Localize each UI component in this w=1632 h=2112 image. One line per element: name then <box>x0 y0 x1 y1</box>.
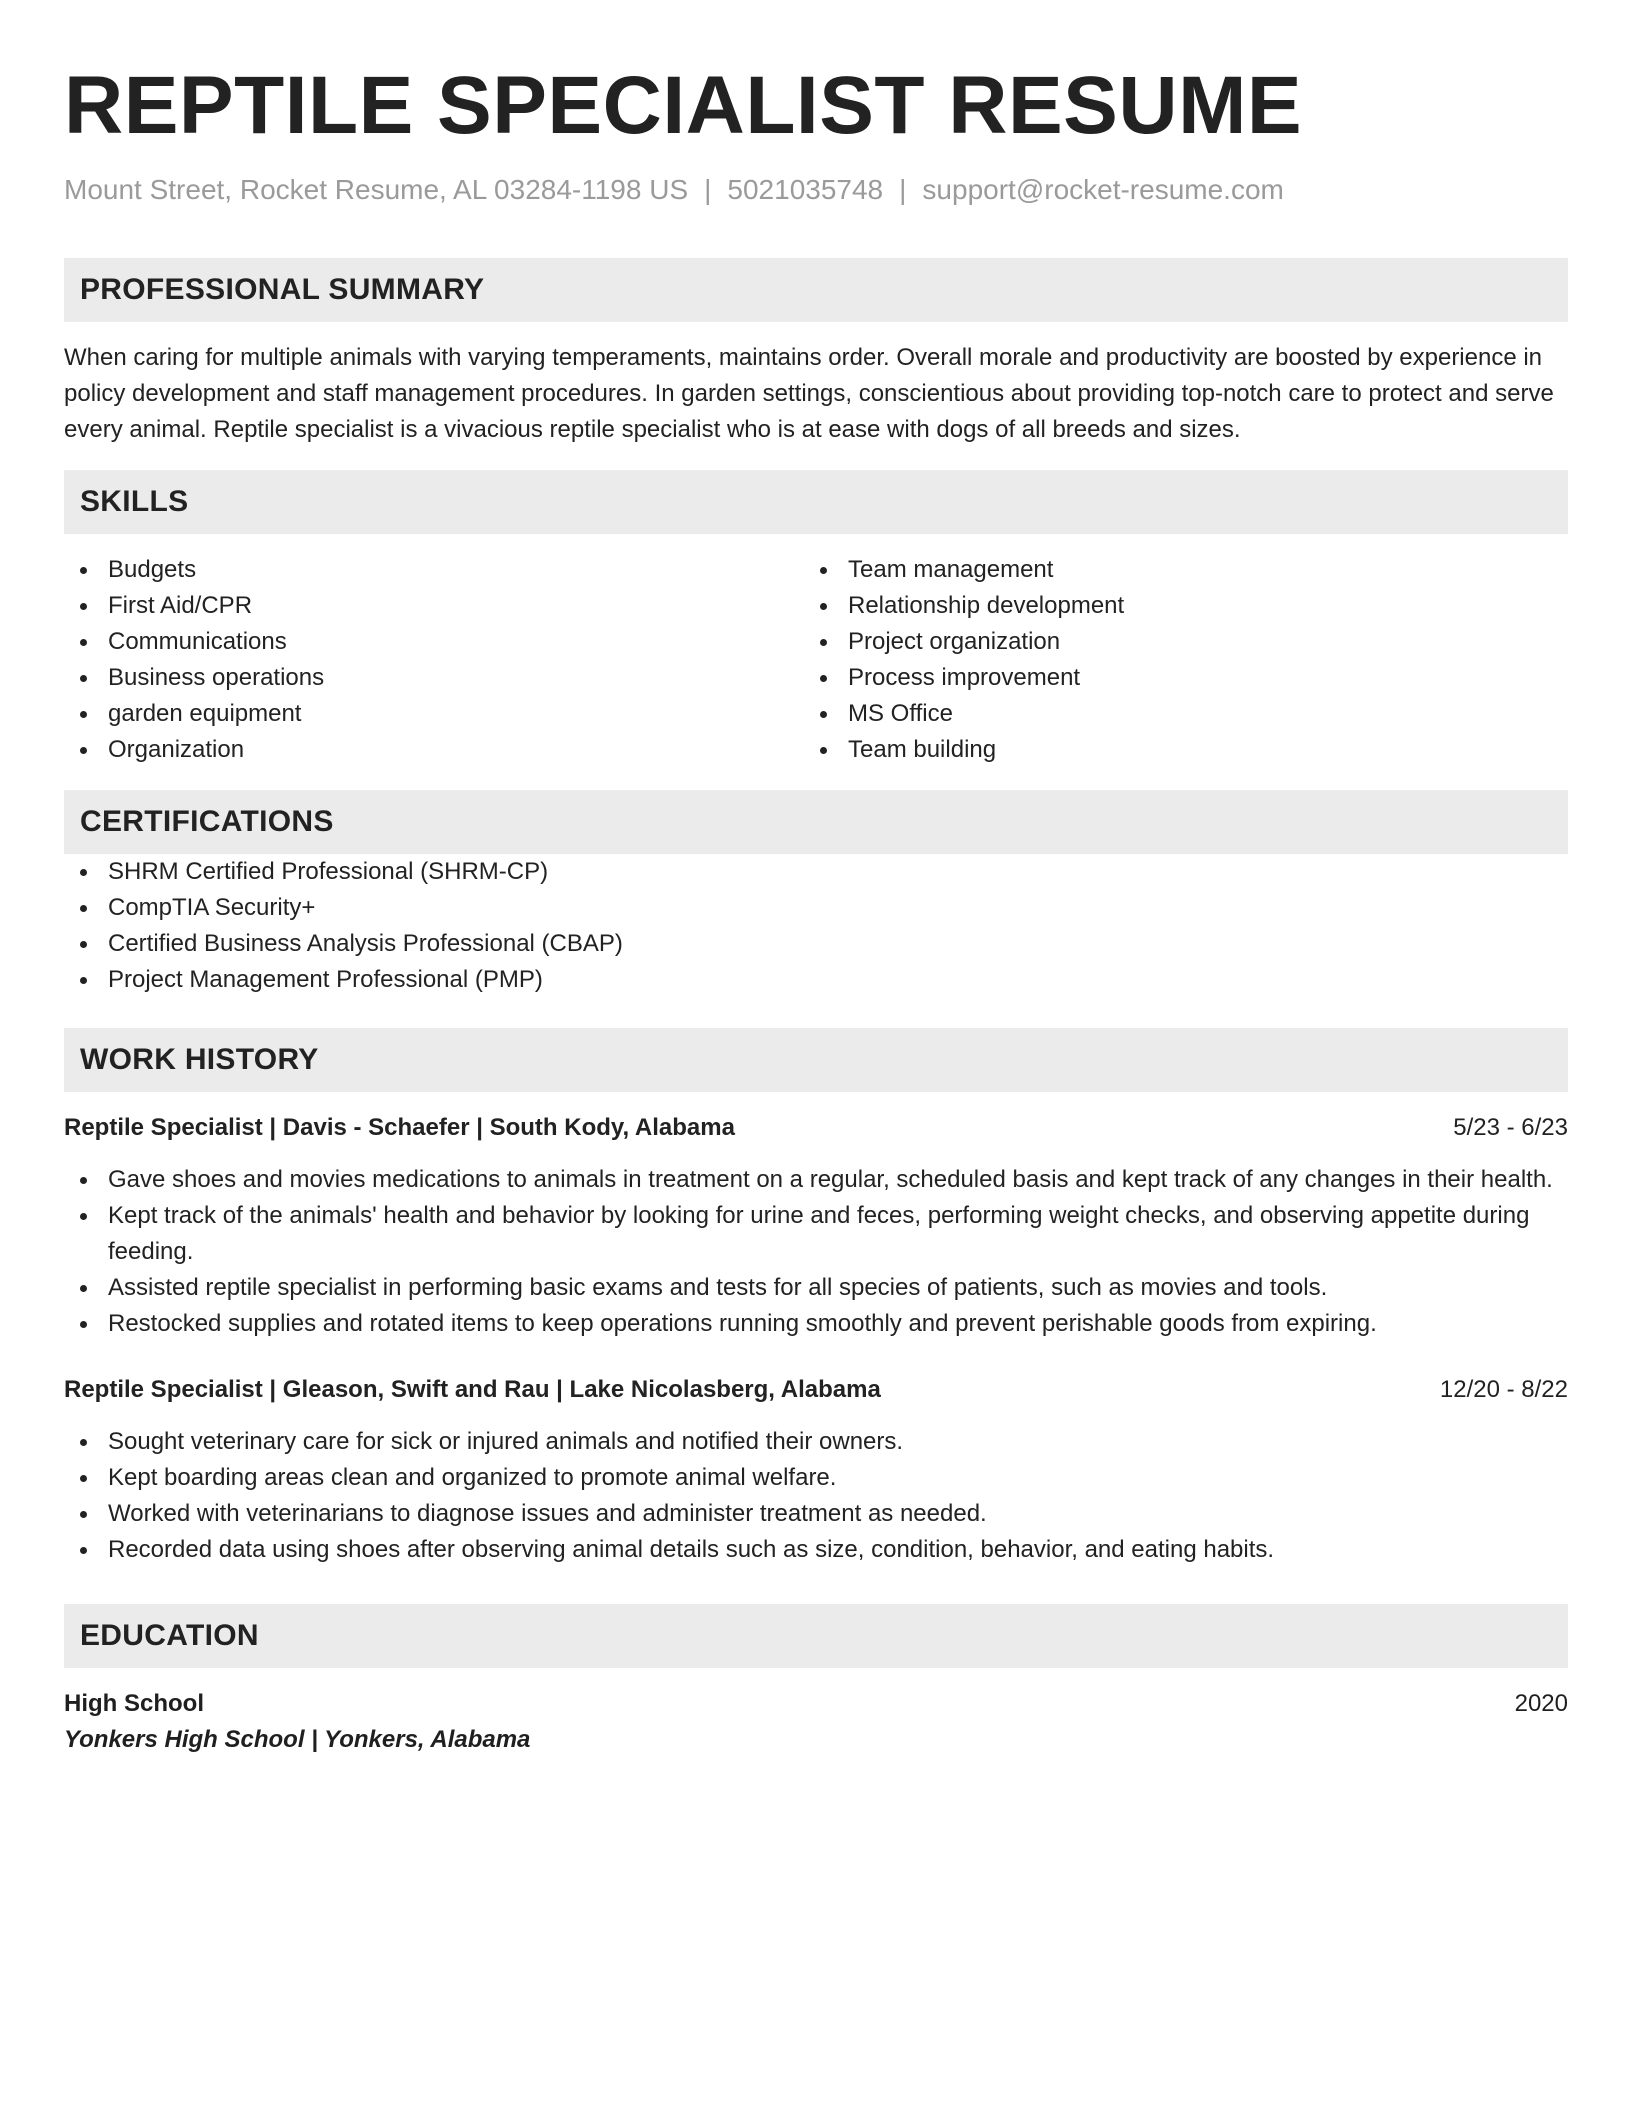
job-bullet: Gave shoes and movies medications to animals in treatment on a regular, scheduled basis and kept track of any changes in their health. <box>64 1162 1568 1198</box>
certifications-list <box>64 854 1568 998</box>
job-bullet: Recorded data using shoes after observing animal details such as size, condition, behavior, and eating habits. <box>64 1532 1568 1568</box>
job-bullet: Sought veterinary care for sick or injured animals and notified their owners. <box>64 1424 1568 1460</box>
job-header <box>64 1372 1568 1408</box>
contact-phone: 5021035748 <box>727 174 884 205</box>
contact-separator: | <box>704 174 712 205</box>
certifications-section <box>64 790 1568 998</box>
job-bullet: Worked with veterinarians to diagnose issues and administer treatment as needed. <box>64 1496 1568 1532</box>
skill-item: Project organization <box>804 624 1544 660</box>
summary-heading: PROFESSIONAL SUMMARY <box>64 258 1568 322</box>
skill-item: First Aid/CPR <box>64 588 804 624</box>
certifications-heading: CERTIFICATIONS <box>64 790 1568 854</box>
job-bullet: Kept boarding areas clean and organized to promote animal welfare. <box>64 1460 1568 1496</box>
skills-grid <box>64 552 1568 768</box>
skill-item: Relationship development <box>804 588 1544 624</box>
job-dates: 12/20 - 8/22 <box>1439 1376 1568 1403</box>
job-bullet: Assisted reptile specialist in performing basic exams and tests for all species of patients, such as movies and tools. <box>64 1270 1568 1306</box>
education-heading: EDUCATION <box>64 1604 1568 1668</box>
work-section <box>64 1028 1568 1568</box>
contact-email: support@rocket-resume.com <box>922 174 1284 205</box>
certification-item: Project Management Professional (PMP) <box>64 962 1568 998</box>
job-bullets <box>64 1162 1568 1342</box>
skill-item: garden equipment <box>64 696 804 732</box>
skill-item: Team management <box>804 552 1544 588</box>
job-header <box>64 1110 1568 1146</box>
job-bullets <box>64 1424 1568 1568</box>
skills-list-right <box>804 552 1544 768</box>
education-year: 2020 <box>1514 1690 1568 1717</box>
job-title: Reptile Specialist | Davis - Schaefer | South Kody, Alabama <box>64 1114 735 1141</box>
resume-title: REPTILE SPECIALIST RESUME <box>64 60 1303 151</box>
job-title: Reptile Specialist | Gleason, Swift and Rau | Lake Nicolasberg, Alabama <box>64 1376 881 1403</box>
contact-separator: | <box>899 174 907 205</box>
skill-item: Organization <box>64 732 804 768</box>
contact-line <box>64 172 1568 208</box>
education-school: Yonkers High School | Yonkers, Alabama <box>64 1726 531 1753</box>
certification-item: CompTIA Security+ <box>64 890 1568 926</box>
skill-item: Team building <box>804 732 1544 768</box>
skill-item: Budgets <box>64 552 804 588</box>
job-bullet: Restocked supplies and rotated items to keep operations running smoothly and prevent perishable goods from expiring. <box>64 1306 1568 1342</box>
skill-item: Process improvement <box>804 660 1544 696</box>
education-section <box>64 1604 1568 1758</box>
skill-item: MS Office <box>804 696 1544 732</box>
summary-text: When caring for multiple animals with varying temperaments, maintains order. Overall morale and productivity are boosted by experience in policy development and staff management procedures. In garden settings, conscientious about providing top-notch care to protect and serve every animal. Reptile specialist is a vivacious reptile specialist who is at ease with dogs of all breeds and sizes. <box>64 344 1554 443</box>
certification-item: SHRM Certified Professional (SHRM-CP) <box>64 854 1568 890</box>
education-degree: High School <box>64 1690 204 1717</box>
job-entry <box>64 1372 1568 1568</box>
skills-heading: SKILLS <box>64 470 1568 534</box>
contact-address: Mount Street, Rocket Resume, AL 03284-1198 US <box>64 174 689 205</box>
job-entry <box>64 1110 1568 1342</box>
summary-section <box>64 258 1568 448</box>
skills-section <box>64 470 1568 768</box>
job-dates: 5/23 - 6/23 <box>1453 1114 1568 1141</box>
job-bullet: Kept track of the animals' health and behavior by looking for urine and feces, performing weight checks, and observing appetite during feeding. <box>64 1198 1568 1270</box>
work-heading: WORK HISTORY <box>64 1028 1568 1092</box>
skills-list-left <box>64 552 804 768</box>
skill-item: Business operations <box>64 660 804 696</box>
certification-item: Certified Business Analysis Professional (CBAP) <box>64 926 1568 962</box>
skill-item: Communications <box>64 624 804 660</box>
education-header <box>64 1686 1568 1722</box>
